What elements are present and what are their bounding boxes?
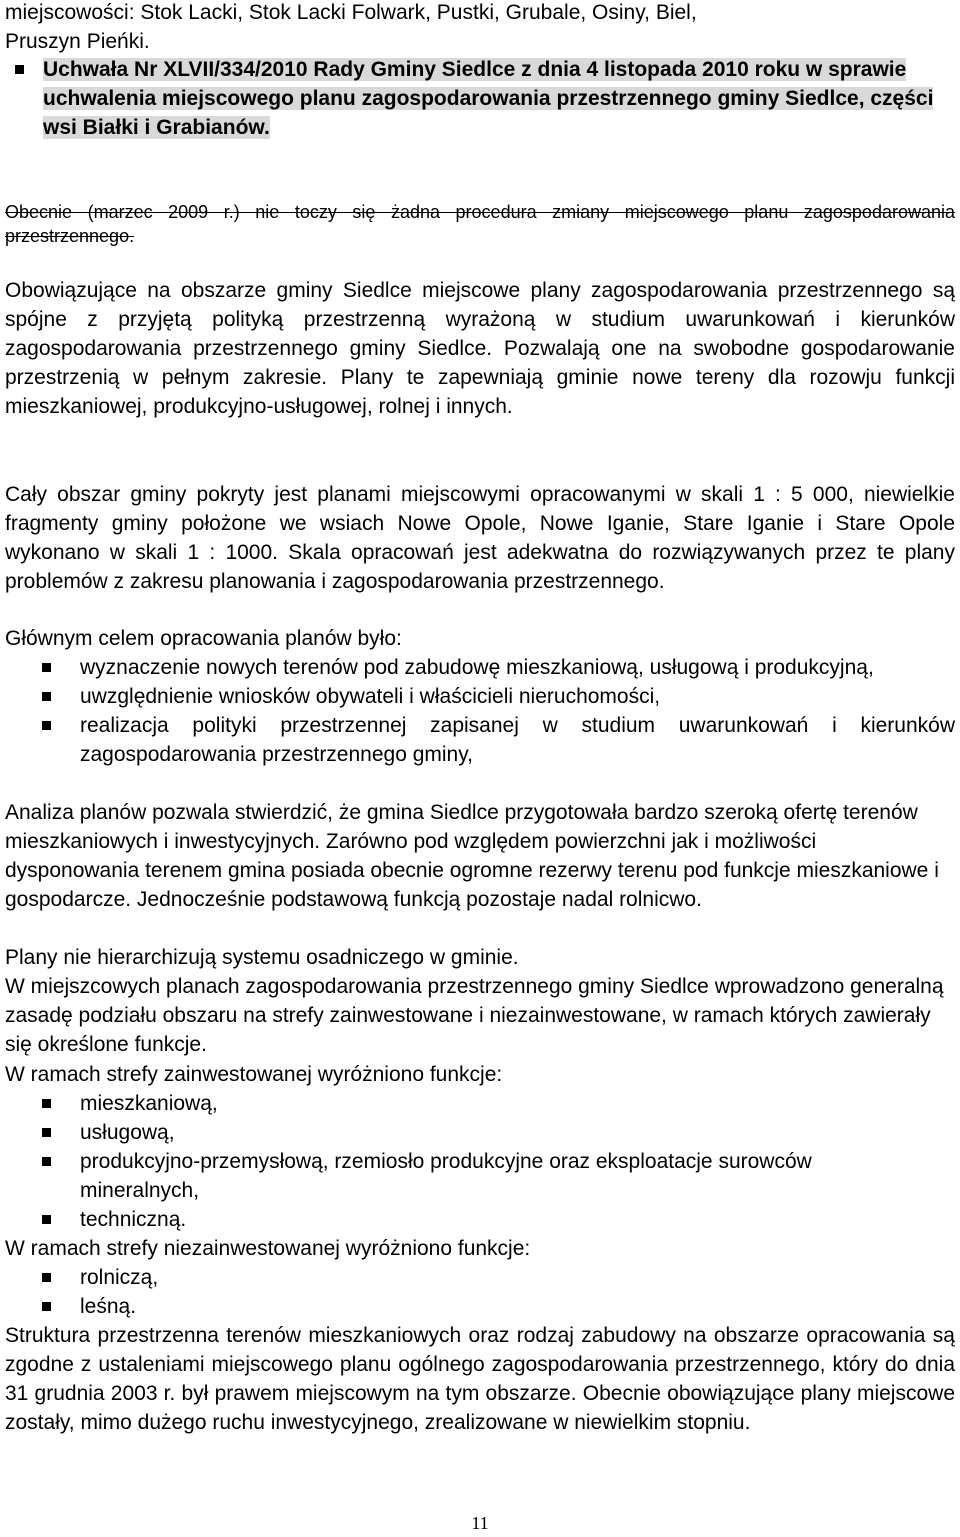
struck-note bbox=[5, 200, 955, 248]
bullet-square-icon bbox=[42, 1099, 51, 1108]
unbuilt-zone-intro bbox=[5, 1234, 955, 1263]
paragraph-text: Obowiązujące na obszarze gminy Siedlce miejscowe plany zagospodarowania przestrzennego są spójne z przyjętą polityką przestrzenną wyrażoną w studium uwarunkowań i kierunków zagospodarowania przestrzennego gminy Siedlce. Pozwalają one na swobodne gospodarowanie przestrzenią w pełnym zakresie. Plany te zapewniają gminie nowe tereny dla rozowju funkcji mieszkaniowej, produkcyjno-usługowej, rolnej i innych. bbox=[5, 279, 955, 418]
bullet-square-icon bbox=[42, 721, 51, 730]
bullet-square-icon bbox=[42, 1157, 51, 1166]
bullet-square-icon bbox=[42, 1215, 51, 1224]
list-item: techniczną. bbox=[5, 1205, 955, 1234]
list-item: usługową, bbox=[5, 1118, 955, 1147]
list-item: rolniczą, bbox=[5, 1263, 955, 1292]
list-item: realizacja polityki przestrzennej zapisanej w studium uwarunkowań i kierunków zagospodarowania przestrzennego gminy, bbox=[5, 711, 955, 769]
goals-intro bbox=[5, 624, 955, 653]
built-zone-intro bbox=[5, 1060, 955, 1089]
bullet-square-icon bbox=[42, 1128, 51, 1137]
bullet-square-icon bbox=[42, 663, 51, 672]
goals-list bbox=[5, 653, 955, 769]
goals-intro-text: Głównym celem opracowania planów było: bbox=[5, 627, 402, 650]
list-item: uwzględnienie wniosków obywateli i właścicieli nieruchomości, bbox=[5, 682, 955, 711]
paragraph-hierarchy bbox=[5, 943, 955, 972]
paragraph-zones bbox=[5, 972, 955, 1059]
continued-text bbox=[5, 0, 955, 56]
resolution-text: Uchwała Nr XLVII/334/2010 Rady Gminy Siedlce z dnia 4 listopada 2010 roku w sprawie uchwalenia miejscowego planu zagospodarowania przestrzennego gminy Siedlce, części wsi Białki i Grabianów. bbox=[43, 58, 934, 139]
paragraph-text: Plany nie hierarchizują systemu osadniczego w gminie. bbox=[5, 946, 519, 969]
bullet-square-icon bbox=[42, 692, 51, 701]
bullet-square-icon bbox=[15, 65, 24, 74]
paragraph-text: Cały obszar gminy pokryty jest planami miejscowymi opracowanymi w skali 1 : 5 000, niewielkie fragmenty gminy położone we wsiach Nowe Opole, Nowe Iganie, Stare Iganie i Stare Opole wykonano w skali 1 : 1000. Skala opracowań jest adekwatna do rozwiązywanych przez te plany problemów z zakresu planowania i zagospodarowania przestrzennego. bbox=[5, 483, 955, 593]
built-zone-intro-text: W ramach strefy zainwestowanej wyróżniono funkcje: bbox=[5, 1063, 503, 1086]
list-item: mieszkaniową, bbox=[5, 1089, 955, 1118]
paragraph-analysis bbox=[5, 798, 955, 914]
resolution-item bbox=[5, 55, 960, 142]
paragraph-text: W miejszcowych planach zagospodarowania przestrzennego gminy Siedlce wprowadzono generalną zasadę podziału obszaru na strefy zainwestowane i niezainwestowane, w ramach których zawierały się określone funkcje. bbox=[5, 975, 944, 1056]
bullet-square-icon bbox=[42, 1302, 51, 1311]
list-item: produkcyjno-przemysłową, rzemiosło produkcyjne oraz eksploatacje surowców mineralnych, bbox=[5, 1147, 850, 1205]
continued-line-2: Pruszyn Pieńki. bbox=[5, 30, 150, 53]
unbuilt-functions-list bbox=[5, 1263, 955, 1321]
list-item: leśną. bbox=[5, 1292, 955, 1321]
paragraph-plans-consistency bbox=[5, 276, 955, 421]
bullet-square-icon bbox=[42, 1273, 51, 1282]
paragraph-text: Analiza planów pozwala stwierdzić, że gmina Siedlce przygotowała bardzo szeroką ofertę terenów mieszkaniowych i inwestycyjnych. Zarówno pod względem powierzchni jak i możliwości dysponowania terenem gmina posiada obecnie ogromne rezerwy terenu pod funkcje mieszkaniowe i gospodarcze. Jednocześnie podstawową funkcją pozostaje nadal rolnicwo. bbox=[5, 801, 939, 911]
list-item: wyznaczenie nowych terenów pod zabudowę mieszkaniową, usługową i produkcyjną, bbox=[5, 653, 955, 682]
unbuilt-zone-intro-text: W ramach strefy niezainwestowanej wyróżniono funkcje: bbox=[5, 1237, 531, 1260]
page-number: 11 bbox=[471, 1513, 489, 1533]
paragraph-structure bbox=[5, 1321, 955, 1437]
paragraph-text: Struktura przestrzenna terenów mieszkaniowych oraz rodzaj zabudowy na obszarze opracowania są zgodne z ustaleniami miejscowego planu ogólnego zagospodarowania przestrzennego, który do dnia 31 grudnia 2003 r. był prawem miejscowym na tym obszarze. Obecnie obowiązujące plany miejscowe zostały, mimo dużego ruchu inwestycyjnego, zrealizowane w niewielkim stopniu. bbox=[5, 1324, 955, 1434]
continued-line-1: miejscowości: Stok Lacki, Stok Lacki Folwark, Pustki, Grubale, Osiny, Biel, bbox=[5, 1, 697, 24]
paragraph-scale bbox=[5, 480, 955, 596]
struck-note-text: Obecnie (marzec 2009 r.) nie toczy się żadna procedura zmiany miejscowego planu zagospodarowania przestrzennego. bbox=[5, 202, 955, 246]
built-functions-list bbox=[5, 1089, 955, 1234]
